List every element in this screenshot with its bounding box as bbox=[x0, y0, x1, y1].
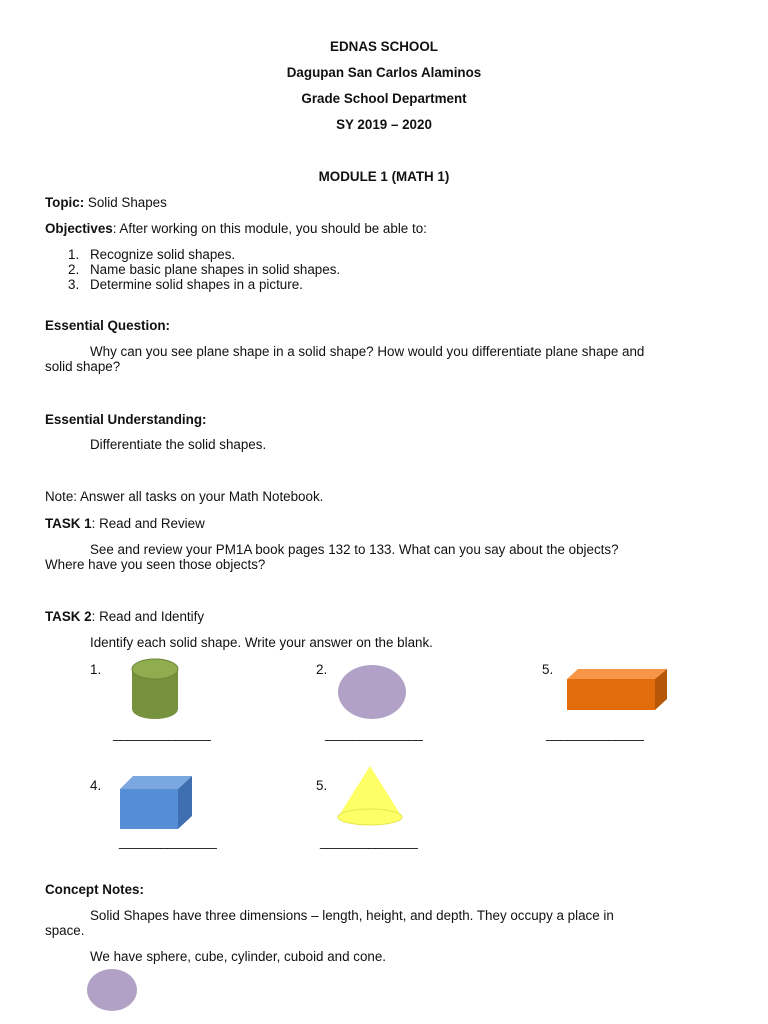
task2-item-number: 1. bbox=[90, 662, 102, 677]
task2-label: TASK 2 bbox=[45, 609, 92, 624]
school-year: SY 2019 – 2020 bbox=[336, 117, 432, 132]
task2-item-number: 5. bbox=[316, 778, 328, 793]
task1-line2: Where have you seen those objects? bbox=[45, 557, 266, 572]
department: Grade School Department bbox=[301, 91, 467, 106]
objective-text: Recognize solid shapes. bbox=[90, 247, 236, 262]
objective-num: 3. bbox=[68, 277, 80, 292]
essential-understanding-text: Differentiate the solid shapes. bbox=[90, 437, 267, 452]
objectives-text: : After working on this module, you should be able to: bbox=[112, 221, 427, 236]
concept-notes-line1: Solid Shapes have three dimensions – length, height, and depth. They occupy a place in bbox=[90, 908, 614, 923]
task1-line1: See and review your PM1A book pages 132 to 133. What can you say about the objects? bbox=[90, 542, 619, 557]
answer-blank[interactable]: ______________ bbox=[546, 726, 644, 741]
cone-icon bbox=[336, 765, 404, 827]
objectives-label: Objectives bbox=[45, 221, 113, 236]
answer-blank[interactable]: ______________ bbox=[113, 726, 211, 741]
cube-icon bbox=[119, 775, 193, 830]
essential-question-line1: Why can you see plane shape in a solid shape? How would you differentiate plane shape and bbox=[90, 344, 645, 359]
objective-num: 2. bbox=[68, 262, 80, 277]
task1-heading bbox=[45, 516, 205, 531]
cylinder-icon bbox=[130, 658, 180, 722]
task1-label: TASK 1 bbox=[45, 516, 92, 531]
task2-title: : Read and Identify bbox=[91, 609, 205, 624]
module-title: MODULE 1 (MATH 1) bbox=[318, 169, 450, 184]
objective-text: Name basic plane shapes in solid shapes. bbox=[90, 262, 341, 277]
topic-line bbox=[45, 195, 167, 210]
concept-notes-line3: We have sphere, cube, cylinder, cuboid and cone. bbox=[90, 949, 387, 964]
objective-num: 1. bbox=[68, 247, 80, 262]
answer-blank[interactable]: ______________ bbox=[325, 726, 423, 741]
essential-question-label: Essential Question: bbox=[45, 318, 171, 333]
essential-question-line2: solid shape? bbox=[45, 359, 121, 374]
sphere-example-icon bbox=[86, 968, 138, 1012]
topic-label: Topic: bbox=[45, 195, 85, 210]
essential-understanding-label: Essential Understanding: bbox=[45, 412, 207, 427]
note-text: Note: Answer all tasks on your Math Notebook. bbox=[45, 489, 324, 504]
task2-heading bbox=[45, 609, 204, 624]
objectives-line bbox=[45, 221, 427, 236]
concept-notes-line2: space. bbox=[45, 923, 85, 938]
school-address: Dagupan San Carlos Alaminos bbox=[286, 65, 482, 80]
school-name: EDNAS SCHOOL bbox=[330, 39, 438, 54]
answer-blank[interactable]: ______________ bbox=[119, 834, 217, 849]
task1-title: : Read and Review bbox=[91, 516, 205, 531]
topic-value: Solid Shapes bbox=[84, 195, 167, 210]
answer-blank[interactable]: ______________ bbox=[320, 834, 418, 849]
task2-item-number: 2. bbox=[316, 662, 328, 677]
sphere-icon bbox=[337, 664, 407, 720]
cuboid-icon bbox=[566, 668, 668, 712]
concept-notes-label: Concept Notes: bbox=[45, 882, 144, 897]
objective-text: Determine solid shapes in a picture. bbox=[90, 277, 303, 292]
task2-instruction: Identify each solid shape. Write your answer on the blank. bbox=[90, 635, 433, 650]
task2-item-number: 4. bbox=[90, 778, 102, 793]
task2-item-number: 5. bbox=[542, 662, 554, 677]
